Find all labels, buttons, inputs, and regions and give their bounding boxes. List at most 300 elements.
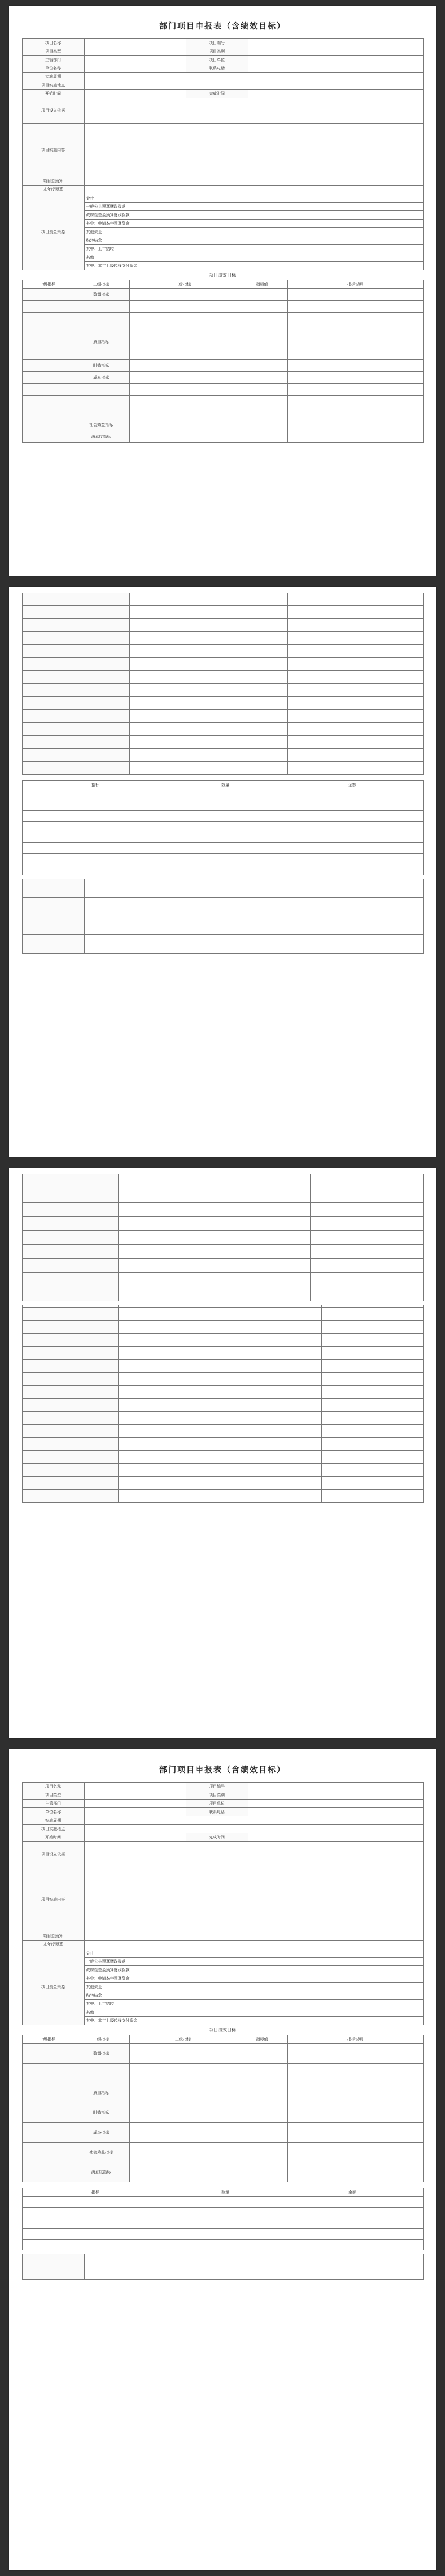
kpi-row-5 (22, 348, 423, 360)
basic-row-3-cell-2: 联系电话 (186, 64, 248, 73)
kpi4-header-0-cell-4: 指标说明 (287, 2035, 423, 2044)
kpi4-row-5-cell-3 (237, 2143, 287, 2162)
sum4-row-3-cell-2 (282, 2229, 423, 2240)
kpi-row-9-cell-1 (73, 396, 129, 407)
kpi3-row-0-cell-2 (118, 1174, 169, 1188)
basic-row-1-cell-3 (248, 47, 423, 56)
kpi2-row-0 (22, 593, 423, 606)
info4-row-0-cell-1 (84, 1816, 423, 1825)
funds-row-4-cell-0: 其他资金 (84, 228, 333, 236)
page-header-4 (9, 1749, 436, 1762)
sum-row-3 (22, 822, 423, 832)
kpi2-row-9-cell-4 (287, 710, 423, 723)
budget-row-4 (22, 1932, 423, 1941)
perf-row-8-cell-0 (22, 1412, 73, 1425)
perf-row-12-cell-4 (265, 1464, 321, 1477)
perf-row-9-cell-5 (321, 1425, 423, 1438)
perf-row-3-cell-4 (265, 1347, 321, 1360)
kpi2-row-10-cell-2 (129, 723, 237, 736)
kpi-row-3 (22, 324, 423, 336)
perf-row-1 (22, 1321, 423, 1334)
perf-row-12-cell-2 (118, 1464, 169, 1477)
sum4-row-4-cell-1 (169, 2240, 282, 2250)
perf-row-6-cell-3 (169, 1386, 265, 1399)
basic4-row-0-cell-0: 项目名称 (22, 1783, 84, 1791)
content-text-4 (84, 1867, 423, 1932)
funds4-row-2-cell-0: 政府性基金预算财政拨款 (84, 1966, 333, 1974)
funds-row-8-cell-1 (333, 262, 423, 270)
kpi4-row-6-cell-3 (237, 2162, 287, 2182)
kpi2-row-5-cell-3 (237, 658, 287, 671)
perf-row-14-cell-3 (169, 1490, 265, 1503)
kpi-row-4-cell-1: 质量指标 (73, 336, 129, 348)
kpi-row-12-cell-3 (237, 431, 287, 443)
kpi2-row-12 (22, 749, 423, 762)
sum4-row-2-cell-1 (169, 2218, 282, 2229)
sum4-header-0-cell-1: 数量 (169, 2188, 282, 2197)
kpi3-row-2 (22, 1203, 423, 1217)
kpi-row-9-cell-2 (129, 396, 237, 407)
kpi4-row-2-cell-1: 质量指标 (73, 2083, 129, 2103)
kpi3-row-3-cell-2 (118, 1217, 169, 1231)
kpi2-row-10 (22, 723, 423, 736)
sum4-row-1-cell-2 (282, 2208, 423, 2218)
kpi3-row-1-cell-2 (118, 1188, 169, 1203)
perf-row-4-cell-3 (169, 1360, 265, 1373)
kpi4-row-6-cell-0 (22, 2162, 73, 2182)
kpi4-row-1 (22, 2064, 423, 2083)
kpi-row-7 (22, 372, 423, 384)
document-title-4: 部门项目申报表（含绩效目标） (159, 1766, 286, 1775)
perf-row-0-cell-4 (265, 1308, 321, 1321)
basic-row-2 (22, 56, 423, 64)
funds-row-0-cell-2 (333, 194, 423, 203)
funds4-row-7-cell-0: 其他 (84, 2008, 333, 2017)
kpi2-row-7-cell-4 (287, 684, 423, 697)
period-start-4 (84, 1833, 186, 1842)
budget-label-4: 项目总预算 (22, 1932, 84, 1941)
basic4-row-1 (22, 1791, 423, 1800)
funds4-row-0-cell-0: 项目资金来源 (22, 1949, 84, 2025)
info4-row-0 (22, 1816, 423, 1825)
kpi2-row-3-cell-3 (237, 632, 287, 645)
kpi2-row-1-cell-1 (73, 606, 129, 619)
funds4-row-4-cell-0: 其他资金 (84, 1983, 333, 1991)
basic4-row-2-cell-2: 项目单位 (186, 1800, 248, 1808)
kpi3-row-4-cell-5 (310, 1231, 423, 1245)
perf-row-5-cell-3 (169, 1373, 265, 1386)
kpi4-header-0-cell-0: 一级指标 (22, 2035, 73, 2044)
basic4-row-1-cell-0: 项目类型 (22, 1791, 84, 1800)
document-page-2 (9, 587, 436, 1157)
kpi-row-10-cell-0 (22, 407, 73, 419)
kpi4-row-4-cell-4 (287, 2123, 423, 2143)
kpi2-row-5-cell-0 (22, 658, 73, 671)
period-end-4 (248, 1833, 423, 1842)
kpi2-row-13-cell-2 (129, 762, 237, 775)
kpi-row-7-cell-1: 成本指标 (73, 372, 129, 384)
kpi2-row-12-cell-3 (237, 749, 287, 762)
perf-row-6-cell-5 (321, 1386, 423, 1399)
kpi2-row-1-cell-2 (129, 606, 237, 619)
basic-row-3-cell-0: 单位名称 (22, 64, 84, 73)
purpose-label: 项目设立依据 (22, 98, 84, 124)
kpi4-row-2-cell-2 (129, 2083, 237, 2103)
purpose-row-4 (22, 1842, 423, 1867)
kpi2-row-6-cell-0 (22, 671, 73, 684)
sum-row-3-cell-0 (22, 822, 169, 832)
document-page-1 (9, 6, 436, 576)
kpi-row-11-cell-3 (237, 419, 287, 431)
sum-row-5-cell-2 (282, 843, 423, 854)
perf-row-11-cell-3 (169, 1451, 265, 1464)
kpi-row-6-cell-2 (129, 360, 237, 372)
basic-row-2-cell-1 (84, 56, 186, 64)
basic4-row-1-cell-2: 项目类别 (186, 1791, 248, 1800)
perf-row-11-cell-2 (118, 1451, 169, 1464)
kpi-header-0-cell-1: 二级指标 (73, 280, 129, 289)
basic4-row-2-cell-3 (248, 1800, 423, 1808)
kpi3-row-8-cell-2 (118, 1287, 169, 1301)
text-row-2-cell-1 (84, 916, 423, 935)
funds4-row-2-cell-1 (333, 1966, 423, 1974)
funds-row-5-cell-1 (333, 236, 423, 245)
sum-row-6-cell-1 (169, 854, 282, 864)
text-row-3-cell-1 (84, 935, 423, 954)
summary-table-4 (22, 2188, 424, 2250)
kpi4-row-3-cell-2 (129, 2103, 237, 2123)
sum-row-4-cell-1 (169, 832, 282, 843)
kpi3-row-5-cell-1 (73, 1245, 118, 1259)
signature-row (9, 954, 436, 963)
kpi2-row-7-cell-2 (129, 684, 237, 697)
kpi4-row-6 (22, 2162, 423, 2182)
kpi4-row-4-cell-2 (129, 2123, 237, 2143)
perf-row-11-cell-5 (321, 1451, 423, 1464)
perf-row-8-cell-3 (169, 1412, 265, 1425)
annual-row-4 (22, 1941, 423, 1949)
perf-table (22, 1305, 424, 1503)
sum4-row-4 (22, 2240, 423, 2250)
kpi2-row-11 (22, 736, 423, 749)
perf-row-2-cell-4 (265, 1334, 321, 1347)
kpi3-row-1-cell-1 (73, 1188, 118, 1203)
kpi3-row-0-cell-5 (310, 1174, 423, 1188)
sum-row-2-cell-2 (282, 811, 423, 822)
kpi4-row-0-cell-1: 数量指标 (73, 2044, 129, 2064)
sum4-row-0-cell-2 (282, 2197, 423, 2208)
kpi3-row-1-cell-5 (310, 1188, 423, 1203)
perf-row-12-cell-5 (321, 1464, 423, 1477)
kpi3-row-3 (22, 1217, 423, 1231)
kpi2-row-4 (22, 645, 423, 658)
kpi3-row-7-cell-4 (254, 1273, 310, 1287)
kpi3-row-5 (22, 1245, 423, 1259)
kpi-row-0-cell-4 (287, 289, 423, 301)
perf-row-3-cell-5 (321, 1347, 423, 1360)
perf-row-7-cell-0 (22, 1399, 73, 1412)
kpi3-row-4-cell-2 (118, 1231, 169, 1245)
kpi3-row-7-cell-1 (73, 1273, 118, 1287)
perf-row-5-cell-1 (73, 1373, 118, 1386)
sum-row-7-cell-1 (169, 864, 282, 875)
kpi2-row-0-cell-1 (73, 593, 129, 606)
kpi2-row-6-cell-3 (237, 671, 287, 684)
kpi2-row-4-cell-1 (73, 645, 129, 658)
sum-row-7 (22, 864, 423, 875)
kpi-row-3-cell-1 (73, 324, 129, 336)
kpi-row-6-cell-3 (237, 360, 287, 372)
perf-row-11-cell-0 (22, 1451, 73, 1464)
sum-row-5 (22, 843, 423, 854)
content-label-4: 项目实施内容 (22, 1867, 84, 1932)
annual-value (333, 186, 423, 194)
kpi3-row-0-cell-3 (169, 1174, 254, 1188)
kpi4-row-3 (22, 2103, 423, 2123)
kpi4-row-0 (22, 2044, 423, 2064)
basic4-row-3-cell-1 (84, 1808, 186, 1816)
info4-row-0-cell-0: 实施周期 (22, 1816, 84, 1825)
document-page-4 (9, 1749, 436, 2570)
kpi2-row-2-cell-4 (287, 619, 423, 632)
perf-row-0-cell-2 (118, 1308, 169, 1321)
kpi3-row-2-cell-5 (310, 1203, 423, 1217)
kpi3-row-0-cell-1 (73, 1174, 118, 1188)
funds-row-7-cell-1 (333, 253, 423, 262)
kpi-row-8-cell-0 (22, 384, 73, 396)
basic-row-1-cell-0: 项目类型 (22, 47, 84, 56)
basic-row-0-cell-3 (248, 39, 423, 47)
kpi-row-5-cell-1 (73, 348, 129, 360)
kpi-row-4-cell-2 (129, 336, 237, 348)
project-basic-table (22, 38, 424, 270)
kpi-row-9-cell-4 (287, 396, 423, 407)
text-row-0 (22, 879, 423, 898)
kpi-row-9-cell-0 (22, 396, 73, 407)
kpi-row-2-cell-2 (129, 313, 237, 324)
kpi3-row-3-cell-4 (254, 1217, 310, 1231)
page-header (9, 6, 436, 18)
kpi-row-12 (22, 431, 423, 443)
kpi3-row-6-cell-3 (169, 1259, 254, 1273)
perf-row-1-cell-4 (265, 1321, 321, 1334)
kpi2-row-12-cell-4 (287, 749, 423, 762)
kpi4-row-5-cell-0 (22, 2143, 73, 2162)
funds4-row-3-cell-1 (333, 1974, 423, 1983)
kpi3-row-1 (22, 1188, 423, 1203)
kpi4-row-5-cell-4 (287, 2143, 423, 2162)
kpi-row-7-cell-3 (237, 372, 287, 384)
kpi2-row-7-cell-3 (237, 684, 287, 697)
kpi-row-1-cell-1 (73, 301, 129, 313)
perf-row-1-cell-3 (169, 1321, 265, 1334)
perf-row-7-cell-4 (265, 1399, 321, 1412)
perf-row-5-cell-5 (321, 1373, 423, 1386)
kpi2-row-2-cell-3 (237, 619, 287, 632)
kpi-row-12-cell-4 (287, 431, 423, 443)
kpi3-row-1-cell-3 (169, 1188, 254, 1203)
kpi2-row-3 (22, 632, 423, 645)
kpi4-row-1-cell-2 (129, 2064, 237, 2083)
funds-row-4-cell-1 (333, 228, 423, 236)
kpi2-row-6-cell-4 (287, 671, 423, 684)
sum-row-2-cell-1 (169, 811, 282, 822)
kpi-row-6 (22, 360, 423, 372)
perf-row-3-cell-3 (169, 1347, 265, 1360)
period-label-start: 开始时间 (22, 90, 84, 98)
kpi2-row-0-cell-0 (22, 593, 73, 606)
perf-row-13-cell-5 (321, 1477, 423, 1490)
kpi-row-11-cell-2 (129, 419, 237, 431)
kpi-row-8-cell-4 (287, 384, 423, 396)
kpi4-row-5-cell-1: 社会效益指标 (73, 2143, 129, 2162)
kpi4-row-2 (22, 2083, 423, 2103)
basic-row-2-cell-0: 主管部门 (22, 56, 84, 64)
sum-row-2 (22, 811, 423, 822)
annual-label: 本年度预算 (22, 186, 84, 194)
sum4-row-1 (22, 2208, 423, 2218)
kpi3-row-3-cell-3 (169, 1217, 254, 1231)
kpi-row-2-cell-1 (73, 313, 129, 324)
kpi4-row-3-cell-0 (22, 2103, 73, 2123)
perf-row-1-cell-0 (22, 1321, 73, 1334)
kpi2-row-1 (22, 606, 423, 619)
sum-row-5-cell-0 (22, 843, 169, 854)
funds4-row-0 (22, 1949, 423, 1958)
basic-row-3-cell-1 (84, 64, 186, 73)
kpi-row-12-cell-2 (129, 431, 237, 443)
period-label-start-4: 开始时间 (22, 1833, 84, 1842)
purpose-label-4: 项目设立依据 (22, 1842, 84, 1867)
sum4-row-4-cell-0 (22, 2240, 169, 2250)
kpi3-row-5-cell-3 (169, 1245, 254, 1259)
perf-row-14-cell-5 (321, 1490, 423, 1503)
sum4-header-0-cell-2: 金额 (282, 2188, 423, 2197)
funds-row-7-cell-0: 其他 (84, 253, 333, 262)
sum4-row-1-cell-0 (22, 2208, 169, 2218)
perf-row-1-cell-5 (321, 1321, 423, 1334)
text-table (22, 879, 424, 954)
basic-row-1 (22, 47, 423, 56)
perf-row-4-cell-1 (73, 1360, 118, 1373)
text-row-1 (22, 898, 423, 916)
kpi2-row-1-cell-0 (22, 606, 73, 619)
perf-row-4-cell-5 (321, 1360, 423, 1373)
kpi-row-0 (22, 289, 423, 301)
kpi-row-10-cell-4 (287, 407, 423, 419)
text-row-2-cell-0 (22, 916, 84, 935)
funds-row-0-cell-1: 合计 (84, 194, 333, 203)
kpi-row-6-cell-1: 时效指标 (73, 360, 129, 372)
perf-row-2 (22, 1334, 423, 1347)
basic4-row-1-cell-3 (248, 1791, 423, 1800)
kpi2-row-12-cell-1 (73, 749, 129, 762)
basic4-row-2-cell-1 (84, 1800, 186, 1808)
funds4-row-3-cell-0: 其中：申请本年预算资金 (84, 1974, 333, 1983)
sum4-row-3-cell-0 (22, 2229, 169, 2240)
summary-table (22, 780, 424, 875)
kpi-row-2 (22, 313, 423, 324)
perf-row-9-cell-0 (22, 1425, 73, 1438)
perf-row-3-cell-2 (118, 1347, 169, 1360)
kpi2-row-10-cell-0 (22, 723, 73, 736)
kpi-row-8-cell-2 (129, 384, 237, 396)
kpi-row-10-cell-1 (73, 407, 129, 419)
perf-row-6-cell-4 (265, 1386, 321, 1399)
kpi2-row-0-cell-3 (237, 593, 287, 606)
kpi2-row-6 (22, 671, 423, 684)
sum4-row-1-cell-1 (169, 2208, 282, 2218)
kpi2-row-2 (22, 619, 423, 632)
annual-value-4 (333, 1941, 423, 1949)
kpi-row-7-cell-0 (22, 372, 73, 384)
kpi-row-1-cell-3 (237, 301, 287, 313)
perf-row-5-cell-4 (265, 1373, 321, 1386)
kpi2-row-10-cell-4 (287, 723, 423, 736)
kpi4-row-6-cell-1: 满意度指标 (73, 2162, 129, 2182)
kpi3-row-7-cell-5 (310, 1273, 423, 1287)
kpi-row-5-cell-3 (237, 348, 287, 360)
sum-row-0 (22, 789, 423, 800)
kpi2-row-10-cell-1 (73, 723, 129, 736)
text-row-2 (22, 916, 423, 935)
kpi-table-2 (22, 593, 424, 775)
kpi4-row-3-cell-3 (237, 2103, 287, 2123)
kpi4-row-5-cell-2 (129, 2143, 237, 2162)
kpi2-row-12-cell-2 (129, 749, 237, 762)
kpi2-row-8-cell-1 (73, 697, 129, 710)
funds-row-5-cell-0: 结转结余 (84, 236, 333, 245)
kpi3-row-8-cell-5 (310, 1287, 423, 1301)
period-row (22, 90, 423, 98)
funds4-row-6-cell-1 (333, 2000, 423, 2008)
sum4-row-2-cell-0 (22, 2218, 169, 2229)
perf-row-0-cell-3 (169, 1308, 265, 1321)
funds4-row-8-cell-1 (333, 2017, 423, 2025)
sum-row-1-cell-1 (169, 800, 282, 811)
annual-blank (84, 186, 333, 194)
annual-row (22, 186, 423, 194)
kpi3-row-1-cell-4 (254, 1188, 310, 1203)
perf-row-8-cell-2 (118, 1412, 169, 1425)
perf-row-4-cell-4 (265, 1360, 321, 1373)
kpi2-row-7 (22, 684, 423, 697)
kpi2-row-13-cell-0 (22, 762, 73, 775)
kpi3-row-8-cell-0 (22, 1287, 73, 1301)
sum-row-7-cell-0 (22, 864, 169, 875)
kpi-row-9 (22, 396, 423, 407)
perf-row-3-cell-1 (73, 1347, 118, 1360)
perf-row-12-cell-3 (169, 1464, 265, 1477)
kpi2-row-0-cell-2 (129, 593, 237, 606)
perf-row-10-cell-0 (22, 1438, 73, 1451)
kpi2-row-7-cell-0 (22, 684, 73, 697)
perf-row-1-cell-1 (73, 1321, 118, 1334)
kpi4-row-0-cell-2 (129, 2044, 237, 2064)
sum-header-0-cell-2: 金额 (282, 781, 423, 789)
kpi2-row-3-cell-1 (73, 632, 129, 645)
info4-row-1-cell-0: 项目实施地点 (22, 1825, 84, 1833)
kpi3-row-6-cell-2 (118, 1259, 169, 1273)
perf-row-5-cell-0 (22, 1373, 73, 1386)
kpi-row-11-cell-0 (22, 419, 73, 431)
kpi-table-3 (22, 1174, 424, 1301)
perf-row-6-cell-1 (73, 1386, 118, 1399)
kpi3-row-4-cell-0 (22, 1231, 73, 1245)
kpi-row-1-cell-4 (287, 301, 423, 313)
purpose-text (84, 98, 423, 124)
kpi-row-3-cell-3 (237, 324, 287, 336)
